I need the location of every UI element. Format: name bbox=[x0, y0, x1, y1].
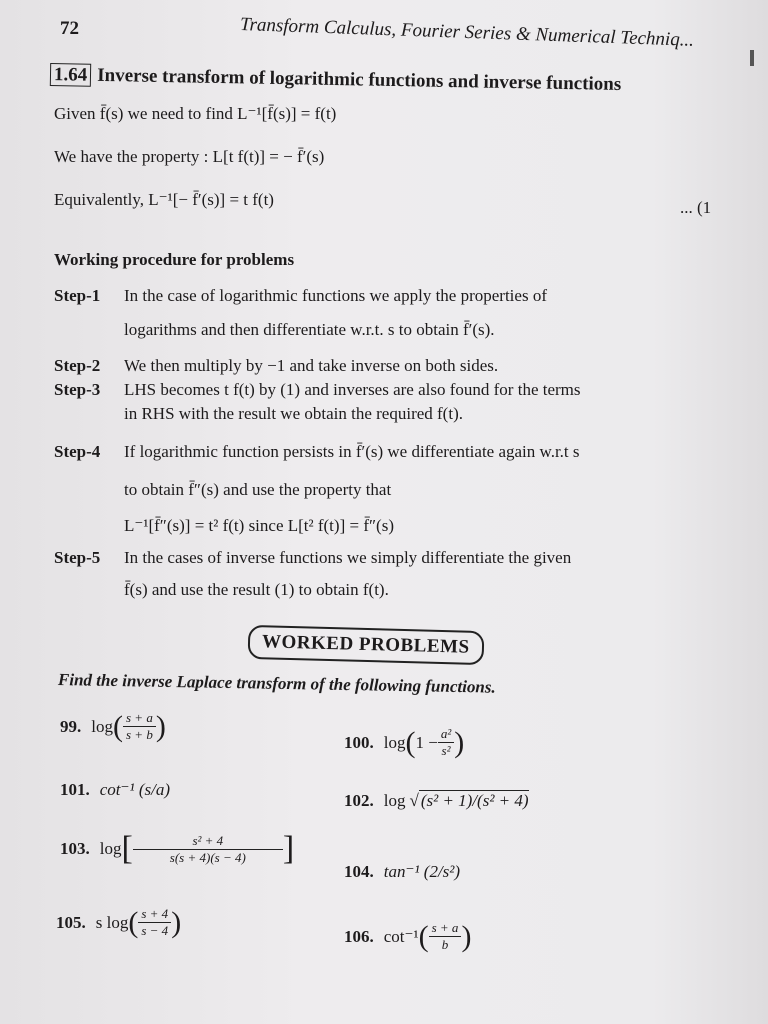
close-paren-glyph: ) bbox=[155, 709, 166, 743]
problem-102 bbox=[344, 790, 529, 811]
step-3-line-2: in RHS with the result we obtain the required f(t). bbox=[124, 404, 463, 423]
step-2 bbox=[54, 356, 498, 376]
equation-tag: ... (1 bbox=[680, 198, 712, 217]
problem-number: 100. bbox=[344, 732, 374, 752]
step-text: LHS becomes t f(t) by (1) and inverses are also found for the terms bbox=[124, 380, 581, 399]
step-label: Step-4 bbox=[54, 442, 101, 461]
problem-number: 101. bbox=[60, 780, 90, 799]
problem-function: cot⁻¹ bbox=[383, 926, 419, 946]
problem-function: log bbox=[383, 790, 406, 810]
close-paren-glyph: ) bbox=[171, 905, 182, 939]
open-paren-glyph: ( bbox=[112, 709, 123, 743]
fraction bbox=[438, 726, 454, 759]
problem-number: 103. bbox=[60, 839, 90, 858]
problem-function: log bbox=[99, 839, 122, 858]
numerator: s² + 4 bbox=[133, 833, 283, 850]
problem-101 bbox=[60, 780, 170, 800]
step-4-line-2: to obtain f̄″(s) and use the property that bbox=[124, 480, 392, 499]
numerator: s + a bbox=[429, 920, 462, 937]
page-edge-mark bbox=[750, 50, 754, 66]
close-paren-glyph: ) bbox=[454, 725, 465, 759]
procedure-heading: Working procedure for problems bbox=[54, 250, 295, 269]
problem-expression: tan⁻¹ (2/s²) bbox=[383, 862, 461, 881]
close-bracket-glyph: ] bbox=[282, 830, 295, 867]
problem-number: 99. bbox=[60, 716, 82, 736]
section-number: 1.64 bbox=[50, 63, 92, 87]
problems-instruction: Find the inverse Laplace transform of the following functions. bbox=[57, 670, 496, 697]
denominator: s(s + 4)(s − 4) bbox=[169, 849, 246, 865]
fraction bbox=[429, 920, 462, 953]
section-title: Inverse transform of logarithmic functions and inverse functions bbox=[97, 64, 622, 95]
step-label: Step-2 bbox=[54, 356, 101, 375]
problem-function: log bbox=[91, 716, 113, 736]
intro-line-3: Equivalently, L⁻¹[− f̄′(s)] = t f(t) bbox=[54, 190, 274, 209]
numerator: s + 4 bbox=[138, 906, 171, 923]
step-label: Step-5 bbox=[54, 548, 101, 567]
step-text: In the cases of inverse functions we simply differentiate the given bbox=[124, 548, 572, 567]
problem-103 bbox=[60, 832, 294, 866]
open-paren-glyph: ( bbox=[128, 905, 139, 939]
open-bracket-glyph: [ bbox=[121, 830, 133, 867]
step-5 bbox=[54, 548, 571, 568]
sqrt-icon: √ bbox=[409, 790, 419, 810]
problem-106 bbox=[344, 920, 471, 953]
step-3 bbox=[54, 380, 581, 400]
step-4 bbox=[54, 442, 580, 462]
step-label: Step-3 bbox=[54, 380, 101, 399]
problem-number: 104. bbox=[344, 862, 374, 881]
step-label: Step-1 bbox=[54, 286, 101, 305]
fraction bbox=[138, 906, 171, 939]
step-text: If logarithmic function persists in f̄′(s) we differentiate again w.r.t s bbox=[124, 442, 580, 461]
problem-number: 106. bbox=[344, 926, 374, 946]
step-1-line-2: logarithms and then differentiate w.r.t. s to obtain f̄′(s). bbox=[124, 320, 495, 339]
problem-104 bbox=[344, 862, 460, 882]
step-4-line-3: L⁻¹[f̄″(s)] = t² f(t) since L[t² f(t)] = f̄″(s) bbox=[124, 516, 394, 535]
intro-line-1: Given f̄(s) we need to find L⁻¹[f̄(s)] = f(t) bbox=[54, 104, 337, 123]
open-paren-glyph: ( bbox=[405, 725, 416, 759]
problem-105 bbox=[56, 906, 181, 939]
intro-line-2: We have the property : L[t f(t)] = − f̄′(s) bbox=[54, 147, 325, 166]
denominator: s + b bbox=[125, 727, 153, 742]
problem-expression: cot⁻¹ (s/a) bbox=[99, 780, 170, 799]
problem-100 bbox=[344, 726, 464, 759]
step-1 bbox=[54, 286, 547, 306]
numerator: s + a bbox=[123, 710, 156, 727]
problem-function: s log bbox=[95, 912, 129, 932]
problem-number: 102. bbox=[344, 790, 374, 810]
denominator: s² bbox=[441, 743, 451, 758]
page-number: 72 bbox=[60, 18, 79, 39]
numerator: a² bbox=[438, 726, 454, 743]
denominator: s − 4 bbox=[141, 923, 169, 938]
worked-problems-heading: WORKED PROBLEMS bbox=[248, 625, 484, 665]
running-title: Transform Calculus, Fourier Series & Numerical Techniq... bbox=[239, 14, 695, 51]
step-text: In the case of logarithmic functions we apply the properties of bbox=[124, 286, 547, 305]
step-5-line-2: f̄(s) and use the result (1) to obtain f(t). bbox=[124, 580, 389, 599]
problem-expression: (s² + 1)/(s² + 4) bbox=[420, 791, 529, 810]
section-heading bbox=[50, 64, 622, 96]
problem-expression: 1 − bbox=[415, 732, 438, 752]
close-paren-glyph: ) bbox=[461, 919, 472, 953]
denominator: b bbox=[441, 937, 449, 952]
step-text: We then multiply by −1 and take inverse on both sides. bbox=[124, 356, 499, 375]
fraction bbox=[123, 710, 156, 743]
problem-99 bbox=[60, 710, 166, 743]
fraction bbox=[133, 833, 283, 866]
open-paren-glyph: ( bbox=[418, 919, 429, 953]
problem-function: log bbox=[383, 732, 406, 752]
problem-number: 105. bbox=[56, 912, 86, 932]
